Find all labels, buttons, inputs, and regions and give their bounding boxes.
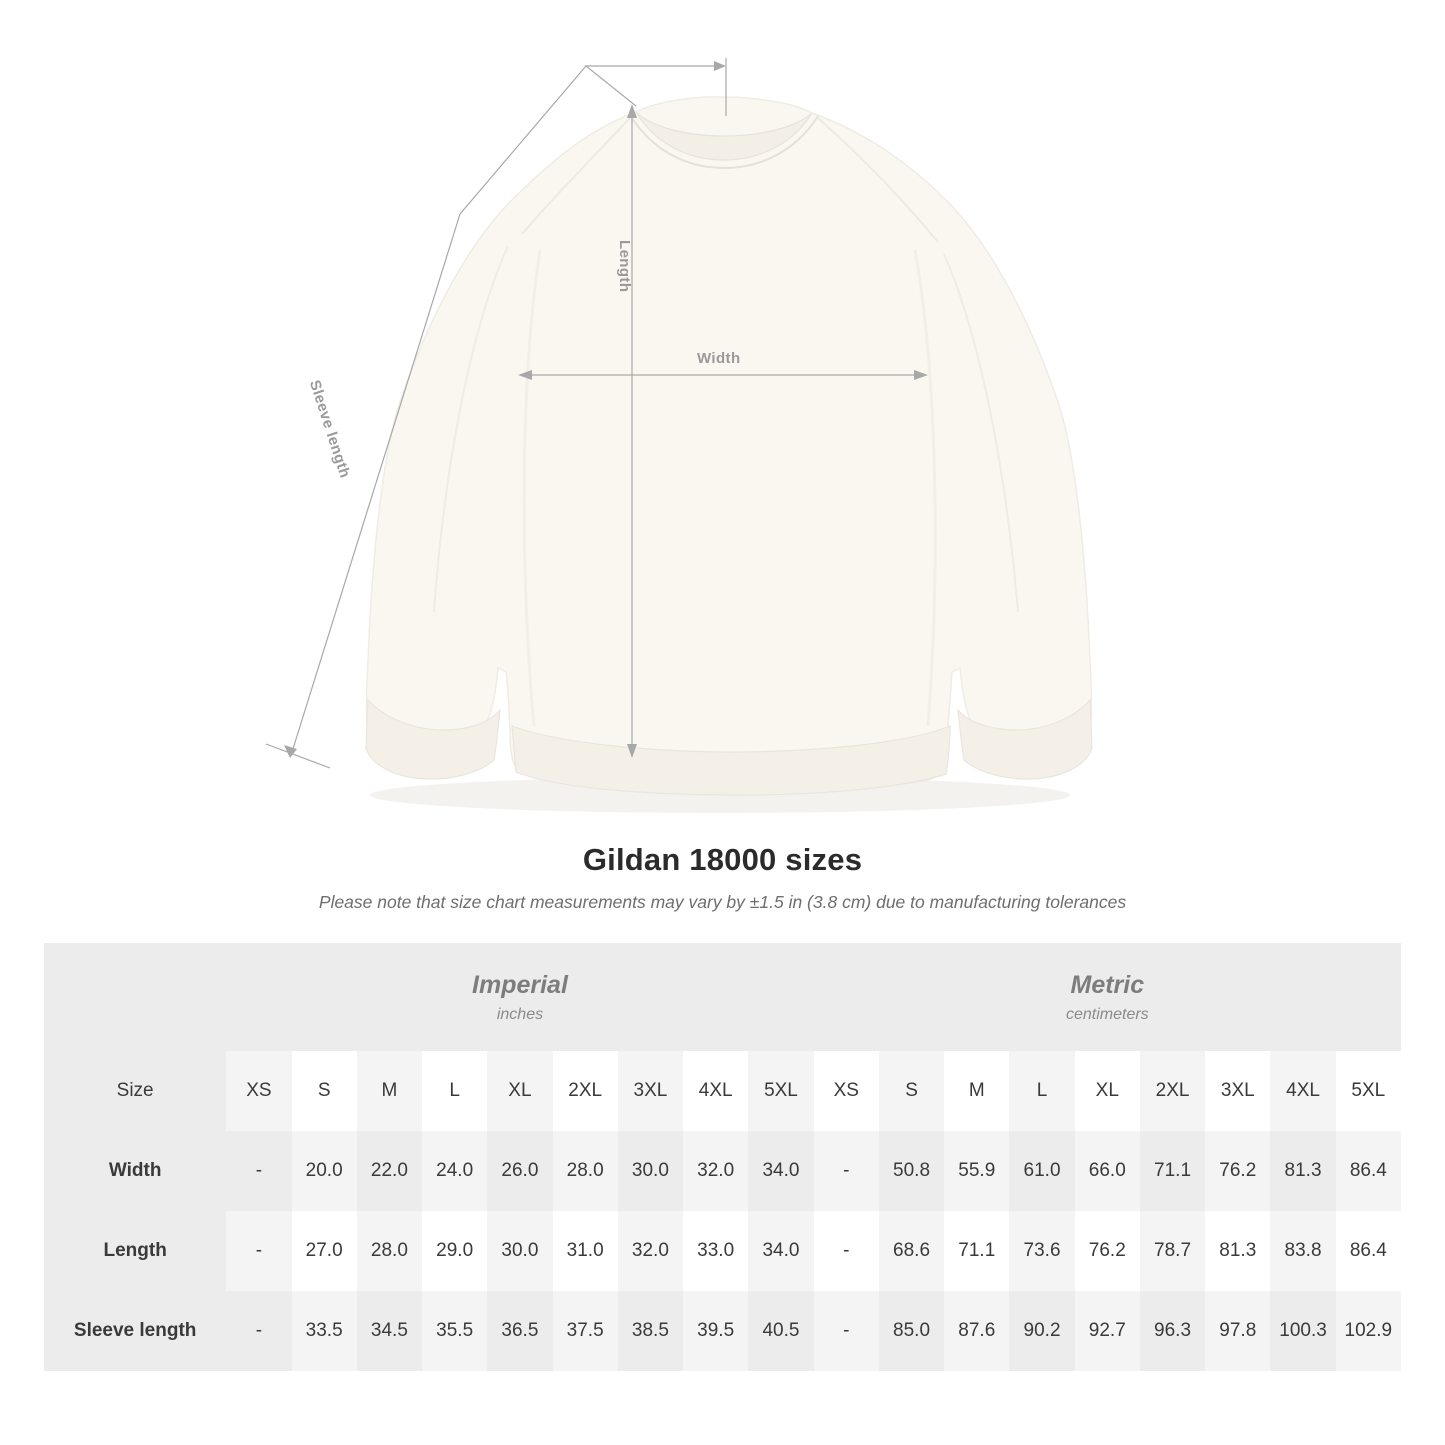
cell-width-imperial-xl: 26.0: [487, 1131, 552, 1211]
size-chart-table: [44, 943, 1401, 1371]
cell-sleeve-imperial-s: 33.5: [292, 1291, 357, 1371]
column-header-imperial-l: L: [422, 1051, 487, 1131]
column-header-metric-4xl: 4XL: [1270, 1051, 1335, 1131]
unit-sub-imperial: inches: [496, 1006, 544, 1024]
unit-header-spacer: [44, 943, 226, 1051]
column-header-imperial-xl: XL: [487, 1051, 552, 1131]
cell-width-metric-l: 61.0: [1009, 1131, 1074, 1211]
cell-width-imperial-3xl: 30.0: [618, 1131, 683, 1211]
cell-sleeve-imperial-3xl: 38.5: [618, 1291, 683, 1371]
cell-sleeve-metric-l: 90.2: [1009, 1291, 1074, 1371]
cell-width-metric-3xl: 76.2: [1205, 1131, 1270, 1211]
heading-block: [0, 842, 1445, 913]
table-row: [44, 1211, 1401, 1291]
table-row: [44, 1291, 1401, 1371]
cell-length-imperial-m: 28.0: [357, 1211, 422, 1291]
cell-width-metric-xs: -: [814, 1131, 879, 1211]
cell-width-metric-5xl: 86.4: [1336, 1131, 1401, 1211]
cell-width-metric-xl: 66.0: [1075, 1131, 1140, 1211]
cell-sleeve-imperial-xs: -: [226, 1291, 291, 1371]
cell-width-metric-2xl: 71.1: [1140, 1131, 1205, 1211]
column-header-imperial-m: M: [357, 1051, 422, 1131]
column-header-imperial-4xl: 4XL: [683, 1051, 748, 1131]
cell-sleeve-metric-xl: 92.7: [1075, 1291, 1140, 1371]
width-dimension-label: Width: [697, 350, 741, 367]
cell-width-imperial-5xl: 34.0: [748, 1131, 813, 1211]
cell-sleeve-imperial-2xl: 37.5: [553, 1291, 618, 1371]
cell-width-metric-4xl: 81.3: [1270, 1131, 1335, 1211]
cell-length-imperial-5xl: 34.0: [748, 1211, 813, 1291]
cell-width-imperial-s: 20.0: [292, 1131, 357, 1211]
cell-length-metric-5xl: 86.4: [1336, 1211, 1401, 1291]
cell-length-metric-l: 73.6: [1009, 1211, 1074, 1291]
page-title: Gildan 18000 sizes: [582, 842, 863, 877]
cell-length-metric-3xl: 81.3: [1205, 1211, 1270, 1291]
column-header-imperial-xs: XS: [226, 1051, 291, 1131]
cell-length-imperial-2xl: 31.0: [553, 1211, 618, 1291]
cell-sleeve-metric-xs: -: [814, 1291, 879, 1371]
column-header-metric-3xl: 3XL: [1205, 1051, 1270, 1131]
cell-length-imperial-xs: -: [226, 1211, 291, 1291]
unit-sub-metric: centimeters: [1065, 1006, 1149, 1024]
cell-width-imperial-l: 24.0: [422, 1131, 487, 1211]
table-row: [44, 1131, 1401, 1211]
column-header-size: Size: [44, 1051, 226, 1131]
cell-sleeve-metric-m: 87.6: [944, 1291, 1009, 1371]
unit-header-imperial: [226, 943, 813, 1051]
cell-sleeve-imperial-l: 35.5: [422, 1291, 487, 1371]
cell-sleeve-metric-5xl: 102.9: [1336, 1291, 1401, 1371]
cell-length-metric-s: 68.6: [879, 1211, 944, 1291]
column-header-metric-m: M: [944, 1051, 1009, 1131]
cell-sleeve-metric-s: 85.0: [879, 1291, 944, 1371]
size-chart-container: [0, 943, 1445, 1371]
cell-width-metric-m: 55.9: [944, 1131, 1009, 1211]
cell-length-imperial-3xl: 32.0: [618, 1211, 683, 1291]
sleeve-length-dimension-label: Sleeve length: [305, 378, 354, 481]
length-dimension-label: Length: [616, 240, 633, 293]
row-label-length: Length: [44, 1211, 226, 1291]
cell-sleeve-metric-2xl: 96.3: [1140, 1291, 1205, 1371]
cell-sleeve-imperial-m: 34.5: [357, 1291, 422, 1371]
cell-sleeve-imperial-4xl: 39.5: [683, 1291, 748, 1371]
cell-width-imperial-m: 22.0: [357, 1131, 422, 1211]
cell-length-imperial-l: 29.0: [422, 1211, 487, 1291]
column-header-metric-xl: XL: [1075, 1051, 1140, 1131]
cell-sleeve-metric-4xl: 100.3: [1270, 1291, 1335, 1371]
column-header-metric-xs: XS: [814, 1051, 879, 1131]
cell-length-metric-m: 71.1: [944, 1211, 1009, 1291]
row-label-sleeve-length: Sleeve length: [44, 1291, 226, 1371]
row-label-width: Width: [44, 1131, 226, 1211]
cell-sleeve-imperial-5xl: 40.5: [748, 1291, 813, 1371]
column-header-metric-2xl: 2XL: [1140, 1051, 1205, 1131]
cell-width-metric-s: 50.8: [879, 1131, 944, 1211]
column-header-imperial-2xl: 2XL: [553, 1051, 618, 1131]
sweatshirt-shape: [366, 97, 1092, 795]
cell-width-imperial-4xl: 32.0: [683, 1131, 748, 1211]
column-header-imperial-5xl: 5XL: [748, 1051, 813, 1131]
unit-header-row: [44, 943, 1401, 1051]
cell-length-imperial-s: 27.0: [292, 1211, 357, 1291]
cell-length-metric-2xl: 78.7: [1140, 1211, 1205, 1291]
column-header-metric-s: S: [879, 1051, 944, 1131]
size-header-row: [44, 1051, 1401, 1131]
tolerance-note: Please note that size chart measurements may vary by ±1.5 in (3.8 cm) due to manufacturing tolerances: [318, 892, 1127, 912]
cell-length-imperial-4xl: 33.0: [683, 1211, 748, 1291]
cell-length-imperial-xl: 30.0: [487, 1211, 552, 1291]
cell-sleeve-imperial-xl: 36.5: [487, 1291, 552, 1371]
column-header-metric-l: L: [1009, 1051, 1074, 1131]
cell-width-imperial-xs: -: [226, 1131, 291, 1211]
column-header-imperial-s: S: [292, 1051, 357, 1131]
cell-sleeve-metric-3xl: 97.8: [1205, 1291, 1270, 1371]
column-header-imperial-3xl: 3XL: [618, 1051, 683, 1131]
cell-length-metric-xs: -: [814, 1211, 879, 1291]
unit-name-metric: Metric: [1070, 970, 1145, 999]
cell-width-imperial-2xl: 28.0: [553, 1131, 618, 1211]
cell-length-metric-4xl: 83.8: [1270, 1211, 1335, 1291]
cell-length-metric-xl: 76.2: [1075, 1211, 1140, 1291]
unit-header-metric: [814, 943, 1401, 1051]
column-header-metric-5xl: 5XL: [1336, 1051, 1401, 1131]
unit-name-imperial: Imperial: [472, 970, 568, 999]
